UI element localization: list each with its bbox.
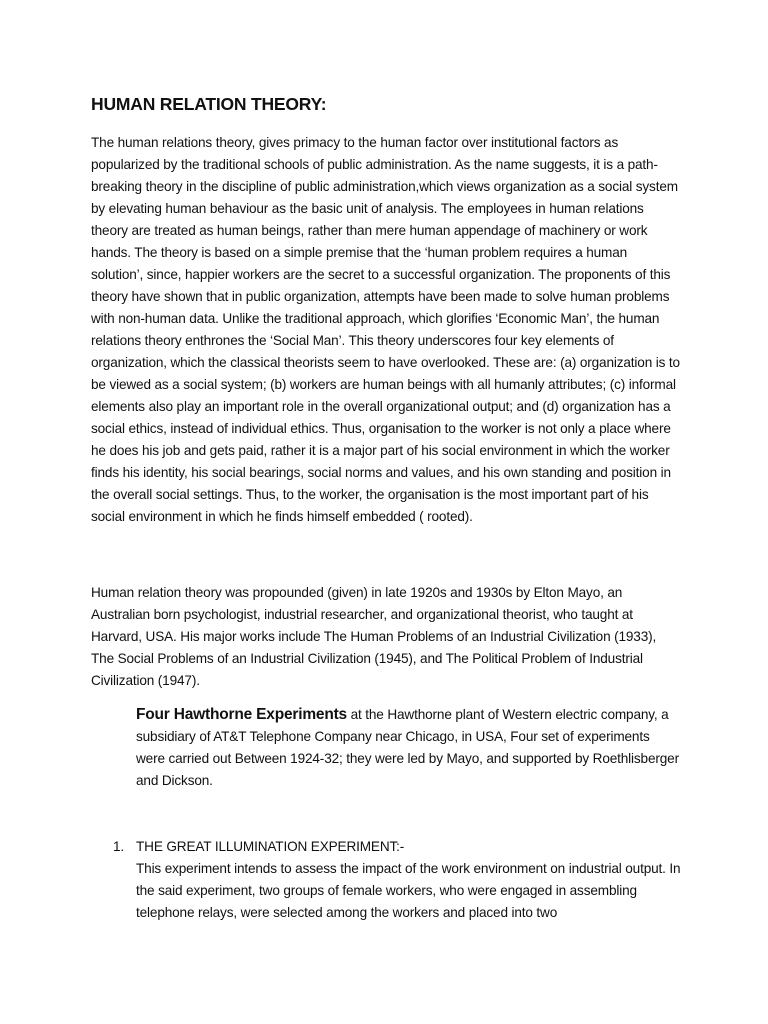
paragraph-elton-mayo: Human relation theory was propounded (given) in late 1920s and 1930s by Elton Mayo, an Australian born psychologist, industrial researcher, and organizational theorist, who taught at Harvard, USA. His major works include The Human Problems of an Industrial Civilization (1933), The Social Problems of an Industrial Civilization (1945), and The Political Problem of Industrial Civilization (1947).	[91, 585, 657, 688]
list-item-body: This experiment intends to assess the impact of the work environment on industrial output. In the said experiment, two groups of female workers, who were engaged in assembling telephone relays, were selected among the workers and placed into two	[136, 861, 681, 920]
document-title: HUMAN RELATION THEORY:	[91, 94, 327, 114]
experiments-list	[113, 836, 681, 924]
list-item-heading: THE GREAT ILLUMINATION EXPERIMENT:-	[136, 839, 405, 854]
paragraph-human-relations-theory: The human relations theory, gives primacy to the human factor over institutional factors as popularized by the traditional schools of public administration. As the name suggests, it is a path-breaking theory in the discipline of public administration,which views organization as a social system by elevating human behaviour as the basic unit of analysis. The employees in human relations theory are treated as human beings, rather than mere human appendage of machinery or work hands. The theory is based on a simple premise that the ‘human problem requires a human solution’, since, happier workers are the secret to a successful organization. The proponents of this theory have shown that in public organization, attempts have been made to solve human problems with non-human data. Unlike the traditional approach, which glorifies ‘Economic Man’, the human relations theory enthrones the ‘Social Man’. This theory underscores four key elements of organization, which the classical theorists seem to have overlooked. These are: (a) organization is to be viewed as a social system; (b) workers are human beings with all humanly attributes; (c) informal elements also play an important role in the overall organizational output; and (d) organization has a social ethics, instead of individual ethics. Thus, organisation to the worker is not only a place where he does his job and gets paid, rather it is a major part of his social environment in which the worker finds his identity, his social bearings, social norms and values, and his own standing and position in the overall social settings. Thus, to the worker, the organisation is the most important part of his social environment in which he finds himself embedded ( rooted).	[91, 135, 680, 524]
hawthorne-text: at the Hawthorne plant of Western electric company, a subsidiary of AT&T Telephone Company near Chicago, in USA, Four set of experiments were carried out Between 1924-32; they were led by Mayo, and supported by Roethlisberger and Dickson.	[136, 707, 679, 788]
paragraph-hawthorne-experiments	[136, 704, 681, 792]
hawthorne-lead-heading: Four Hawthorne Experiments	[136, 706, 347, 723]
list-item-number: 1.	[113, 839, 125, 854]
list-item	[113, 836, 681, 924]
